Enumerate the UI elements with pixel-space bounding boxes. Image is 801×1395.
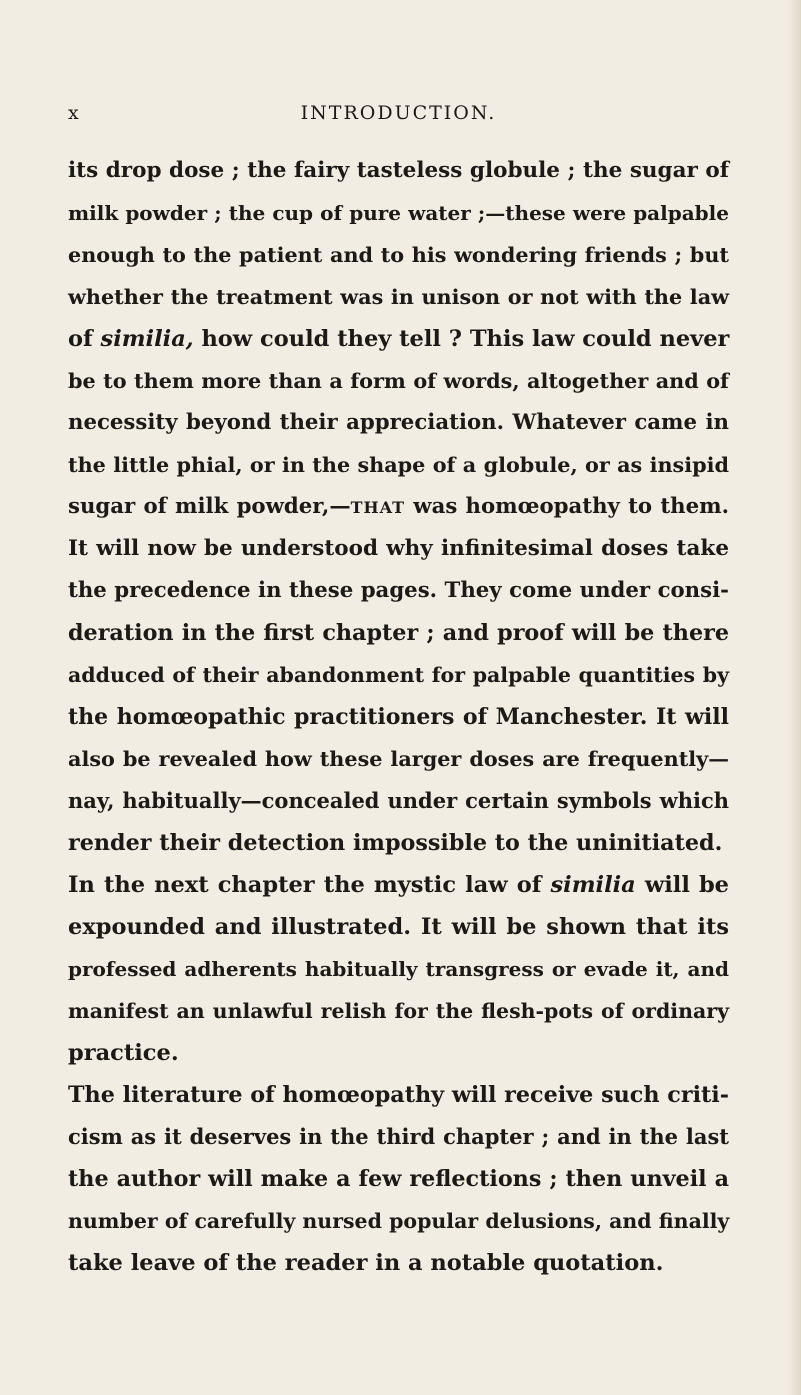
- page-number: x: [68, 102, 80, 124]
- italic-term: similia,: [100, 326, 194, 352]
- text-line: adduced of their abandonment for palpable quantities by: [68, 663, 729, 687]
- text-line: the author will make a few reflections ; then unveil a: [68, 1166, 729, 1192]
- text-line: number of carefully nursed popular delusions, and finally: [68, 1209, 730, 1233]
- text-line: necessity beyond their appreciation. Whatever came in: [68, 410, 729, 435]
- text-line: the little phial, or in the shape of a globule, or as insipid: [68, 453, 729, 477]
- text-line: whether the treatment was in unison or not with the law: [68, 285, 729, 309]
- running-head: [68, 102, 729, 132]
- text-line: manifest an unlawful relish for the flesh-pots of ordinary: [68, 999, 729, 1023]
- text-line: deration in the first chapter ; and proof will be there: [68, 620, 729, 646]
- text-line: render their detection impossible to the uninitiated.: [68, 830, 723, 856]
- small-caps-term: THAT: [350, 498, 406, 517]
- text-line: be to them more than a form of words, altogether and of: [68, 369, 729, 393]
- text-line: milk powder ; the cup of pure water ;—these were palpable: [68, 201, 729, 225]
- page-edge-shadow: [787, 0, 801, 1395]
- text-line: It will now be understood why infinitesimal doses take: [68, 536, 729, 561]
- text-line: practice.: [68, 1040, 179, 1066]
- text-line: expounded and illustrated. It will be shown that its: [68, 914, 729, 940]
- text-line: of similia, how could they tell ? This law could never: [68, 326, 730, 352]
- italic-term: similia: [550, 872, 636, 898]
- text-line: nay, habitually—concealed under certain symbols which: [68, 788, 729, 813]
- body-text: [68, 150, 729, 1284]
- header-title: INTRODUCTION.: [300, 102, 497, 124]
- text-line: its drop dose ; the fairy tasteless globule ; the sugar of: [68, 158, 729, 183]
- text-line: the precedence in these pages. They come under consi-: [68, 578, 729, 603]
- text-line: sugar of milk powder,—THAT was homœopathy to them.: [68, 494, 729, 519]
- text-line: enough to the patient and to his wondering friends ; but: [68, 243, 729, 267]
- text-line: professed adherents habitually transgress or evade it, and: [68, 957, 729, 981]
- text-line: also be revealed how these larger doses are frequently—: [68, 747, 729, 771]
- text-line: The literature of homœopathy will receive such criti-: [68, 1082, 729, 1108]
- text-line: In the next chapter the mystic law of similia will be: [68, 872, 730, 898]
- text-line: take leave of the reader in a notable quotation.: [68, 1250, 664, 1276]
- text-line: cism as it deserves in the third chapter ; and in the last: [68, 1124, 729, 1149]
- text-line: the homœopathic practitioners of Manchester. It will: [68, 704, 729, 730]
